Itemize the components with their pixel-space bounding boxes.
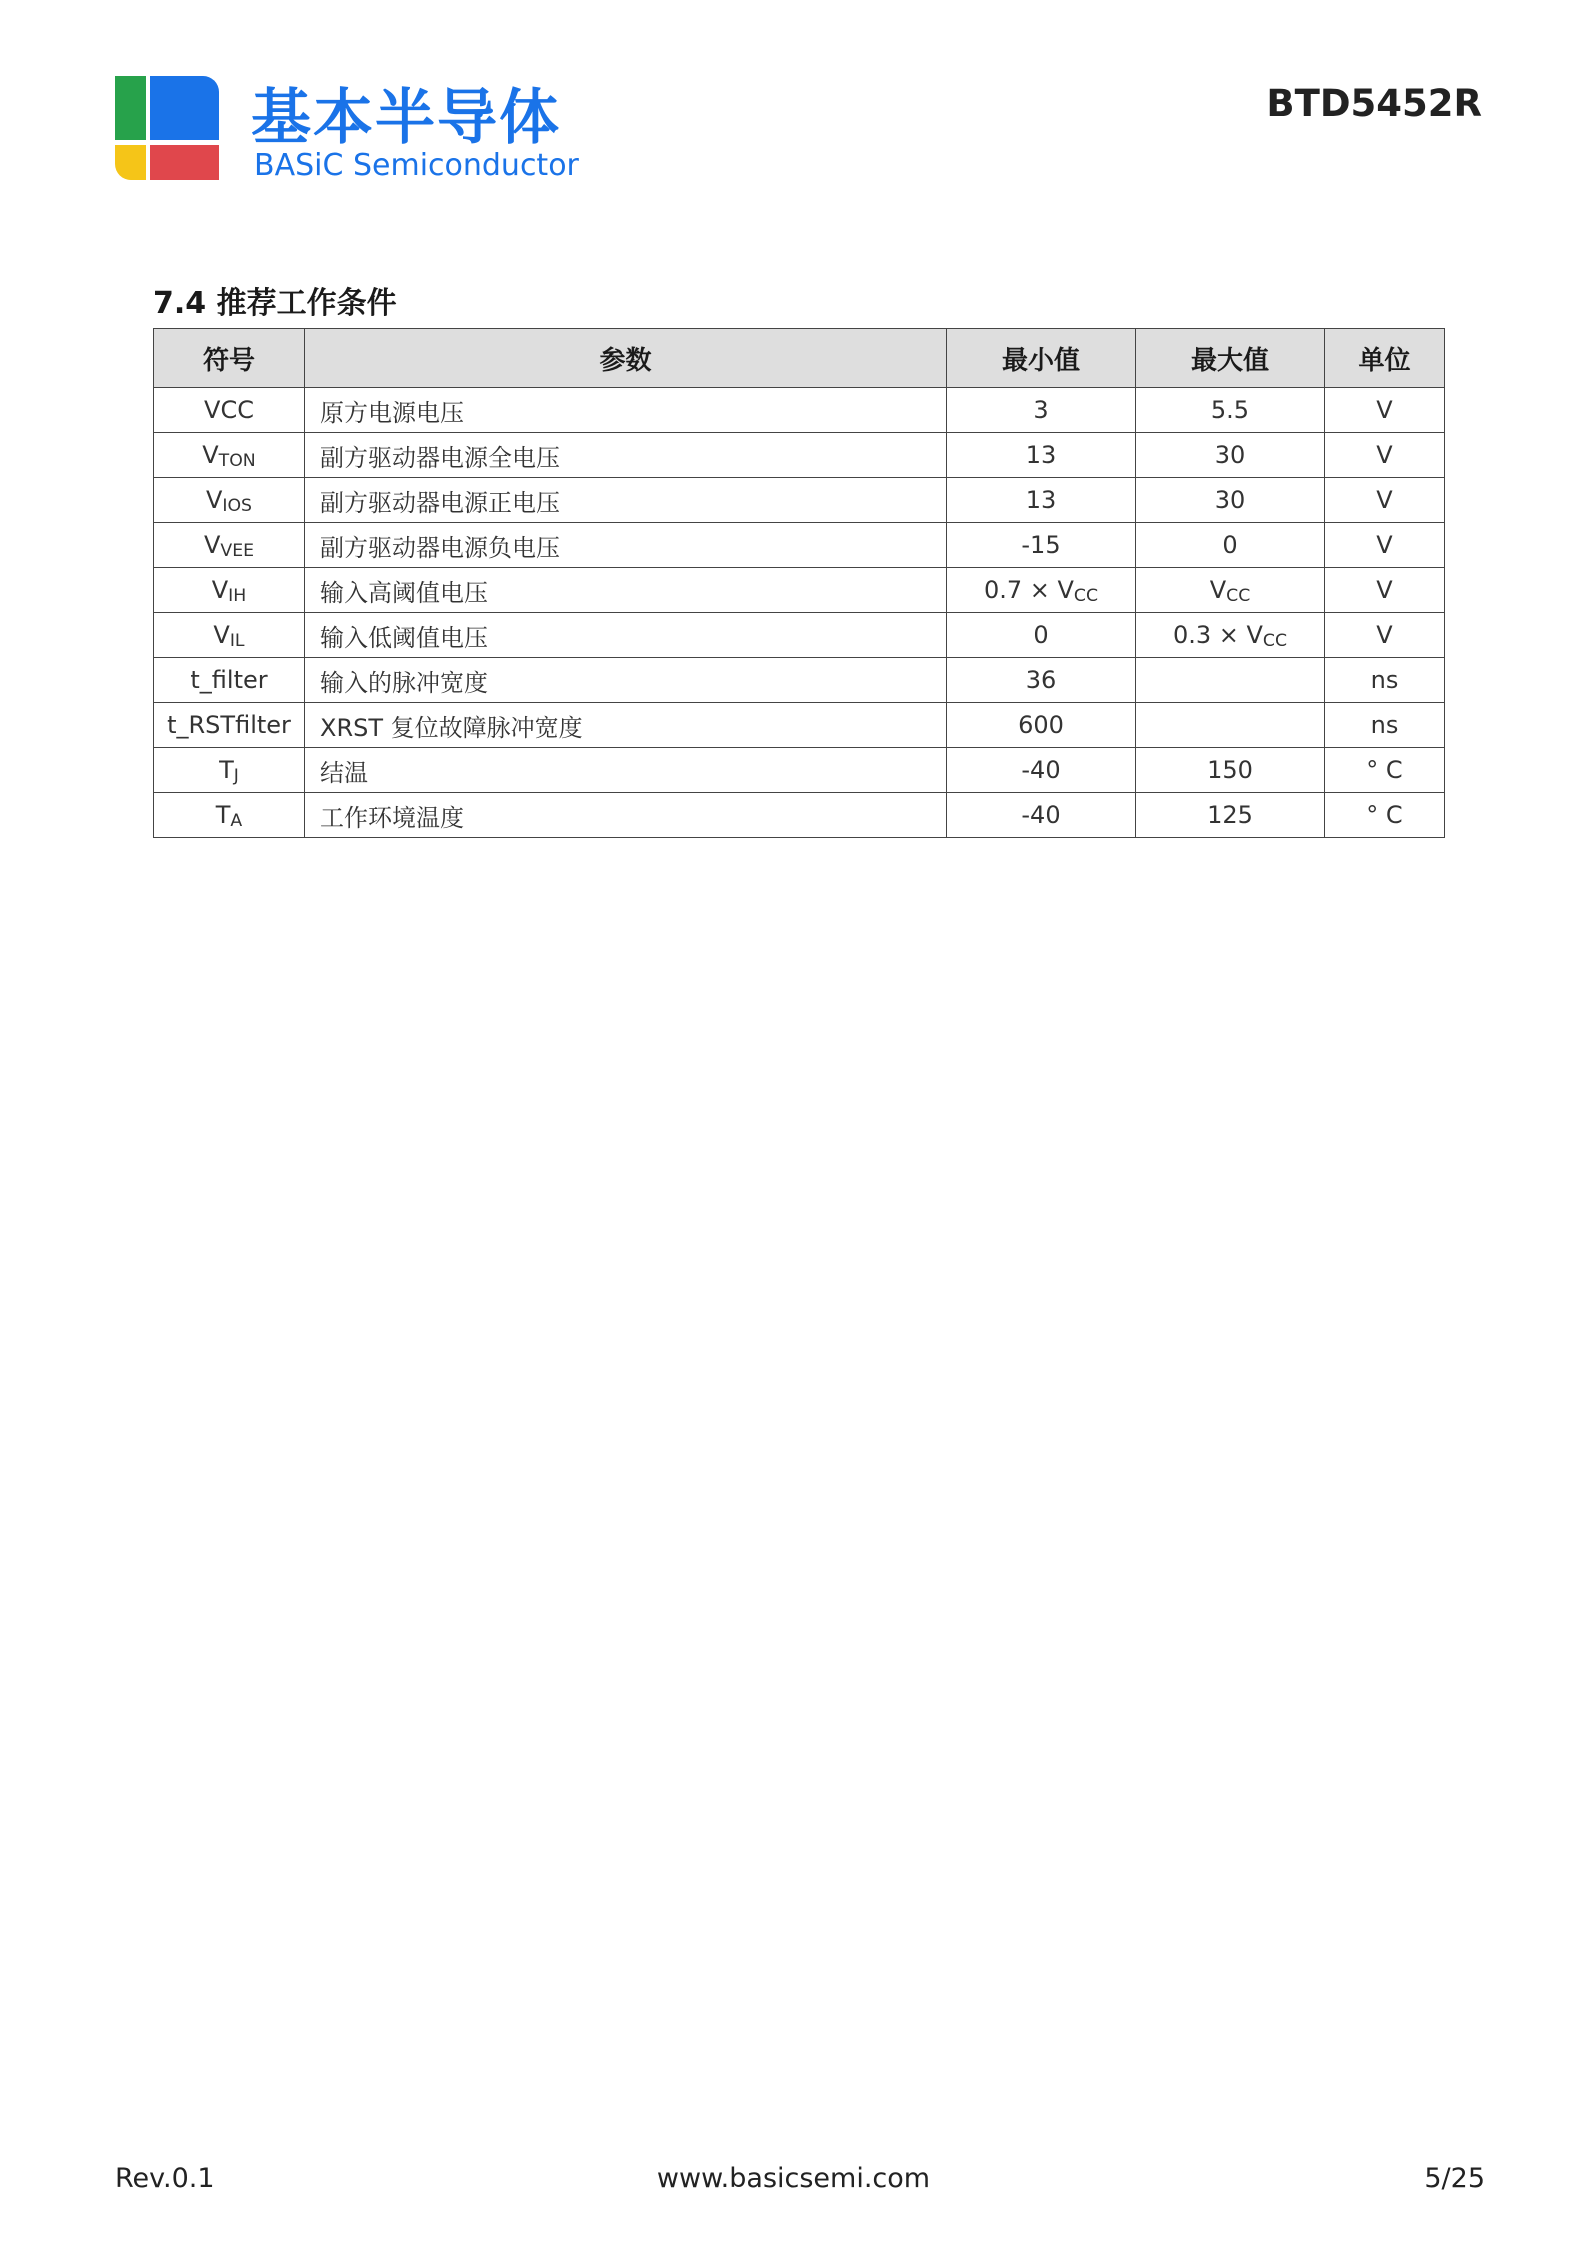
table-header-row xyxy=(154,329,1445,388)
cell-max xyxy=(1136,748,1325,793)
min-unit-subscript: CC xyxy=(1073,586,1099,607)
symbol-text: V xyxy=(211,576,229,604)
cell-unit: ns xyxy=(1325,658,1445,703)
max-unit-subscript: CC xyxy=(1226,586,1251,607)
min-unit: V xyxy=(1057,576,1074,604)
symbol-subscript: IOS xyxy=(222,496,253,517)
cell-min xyxy=(947,433,1136,478)
cell-parameter: 输入低阈值电压 xyxy=(305,613,947,658)
table-row xyxy=(154,613,1445,658)
min-value: 36 xyxy=(1025,666,1057,694)
cell-min xyxy=(947,478,1136,523)
cell-max xyxy=(1136,703,1325,748)
header-max: 最大值 xyxy=(1136,329,1325,388)
cell-min xyxy=(947,388,1136,433)
cell-symbol xyxy=(154,703,305,748)
logo-chinese-name: 基本半导体 xyxy=(251,83,561,153)
cell-symbol xyxy=(154,658,305,703)
cell-min xyxy=(947,658,1136,703)
cell-unit: V xyxy=(1325,433,1445,478)
min-value: 0.7 × xyxy=(983,576,1058,604)
table-row xyxy=(154,478,1445,523)
footer-revision: Rev.0.1 xyxy=(115,2163,215,2194)
symbol-text: T xyxy=(215,801,231,829)
cell-max xyxy=(1136,388,1325,433)
cell-parameter: 副方驱动器电源负电压 xyxy=(305,523,947,568)
max-unit: V xyxy=(1246,621,1263,649)
max-unit: V xyxy=(1209,576,1227,604)
cell-parameter: 输入的脉冲宽度 xyxy=(305,658,947,703)
header-symbol: 符号 xyxy=(154,329,305,388)
symbol-subscript: J xyxy=(233,766,239,787)
table-row xyxy=(154,568,1445,613)
max-value: 0 xyxy=(1222,531,1238,559)
table-row xyxy=(154,433,1445,478)
min-value: -15 xyxy=(1021,531,1061,559)
table-row xyxy=(154,523,1445,568)
cell-min xyxy=(947,793,1136,838)
cell-parameter: 副方驱动器电源全电压 xyxy=(305,433,947,478)
symbol-text: V xyxy=(205,486,223,514)
cell-symbol xyxy=(154,748,305,793)
min-value: 0 xyxy=(1033,621,1049,649)
table-row xyxy=(154,793,1445,838)
symbol-text: t_RSTfilter xyxy=(167,711,291,739)
company-logo xyxy=(115,76,585,186)
min-value: 3 xyxy=(1033,396,1049,424)
symbol-text: V xyxy=(213,621,230,649)
max-value: 0.3 × xyxy=(1172,621,1247,649)
cell-symbol xyxy=(154,433,305,478)
cell-max xyxy=(1136,478,1325,523)
table-row xyxy=(154,703,1445,748)
max-value: 125 xyxy=(1207,801,1253,829)
cell-min xyxy=(947,613,1136,658)
cell-parameter: 输入高阈值电压 xyxy=(305,568,947,613)
cell-max xyxy=(1136,523,1325,568)
cell-symbol xyxy=(154,613,305,658)
symbol-subscript: A xyxy=(230,811,243,832)
min-value: 13 xyxy=(1025,486,1057,514)
cell-max xyxy=(1136,793,1325,838)
footer-website[interactable]: www.basicsemi.com xyxy=(656,2163,931,2194)
cell-parameter: 副方驱动器电源正电压 xyxy=(305,478,947,523)
logo-english-name: BASiC Semiconductor xyxy=(254,148,579,183)
symbol-text: VCC xyxy=(204,396,254,424)
cell-max xyxy=(1136,568,1325,613)
cell-symbol xyxy=(154,793,305,838)
max-value: 150 xyxy=(1207,756,1253,784)
cell-parameter: 结温 xyxy=(305,748,947,793)
symbol-subscript: IH xyxy=(228,586,247,607)
table-row xyxy=(154,748,1445,793)
header-unit: 单位 xyxy=(1325,329,1445,388)
cell-min xyxy=(947,568,1136,613)
cell-max xyxy=(1136,658,1325,703)
logo-mark-icon xyxy=(115,76,219,180)
symbol-text: T xyxy=(219,756,234,784)
cell-max xyxy=(1136,433,1325,478)
recommended-operating-conditions-table xyxy=(153,328,1445,838)
cell-symbol xyxy=(154,388,305,433)
cell-unit: V xyxy=(1325,478,1445,523)
cell-min xyxy=(947,523,1136,568)
cell-parameter: XRST 复位故障脉冲宽度 xyxy=(305,703,947,748)
symbol-text: V xyxy=(203,531,221,559)
symbol-text: t_filter xyxy=(190,666,268,694)
header-parameter: 参数 xyxy=(305,329,947,388)
min-value: 13 xyxy=(1025,441,1057,469)
max-value: 30 xyxy=(1214,441,1246,469)
min-value: -40 xyxy=(1021,801,1061,829)
cell-symbol xyxy=(154,478,305,523)
max-value: 30 xyxy=(1214,486,1246,514)
section-title: 7.4 推荐工作条件 xyxy=(153,286,397,321)
symbol-text: V xyxy=(202,441,219,469)
cell-unit: ns xyxy=(1325,703,1445,748)
min-value: -40 xyxy=(1021,756,1061,784)
symbol-subscript: TON xyxy=(218,451,256,472)
max-unit-subscript: CC xyxy=(1262,631,1288,652)
max-value: 5.5 xyxy=(1210,396,1250,424)
cell-unit: ° C xyxy=(1325,793,1445,838)
cell-min xyxy=(947,703,1136,748)
cell-symbol xyxy=(154,523,305,568)
cell-unit: V xyxy=(1325,388,1445,433)
cell-unit: V xyxy=(1325,613,1445,658)
cell-parameter: 原方电源电压 xyxy=(305,388,947,433)
cell-parameter: 工作环境温度 xyxy=(305,793,947,838)
symbol-subscript: IL xyxy=(229,631,245,652)
cell-symbol xyxy=(154,568,305,613)
header-min: 最小值 xyxy=(947,329,1136,388)
table-row xyxy=(154,658,1445,703)
cell-unit: V xyxy=(1325,568,1445,613)
min-value: 600 xyxy=(1018,711,1064,739)
cell-min xyxy=(947,748,1136,793)
symbol-subscript: VEE xyxy=(220,541,255,562)
cell-unit: V xyxy=(1325,523,1445,568)
footer-page-number: 5/25 xyxy=(1424,2163,1485,2194)
document-code: BTD5452R xyxy=(1266,82,1482,125)
cell-max xyxy=(1136,613,1325,658)
cell-unit: ° C xyxy=(1325,748,1445,793)
table-row xyxy=(154,388,1445,433)
